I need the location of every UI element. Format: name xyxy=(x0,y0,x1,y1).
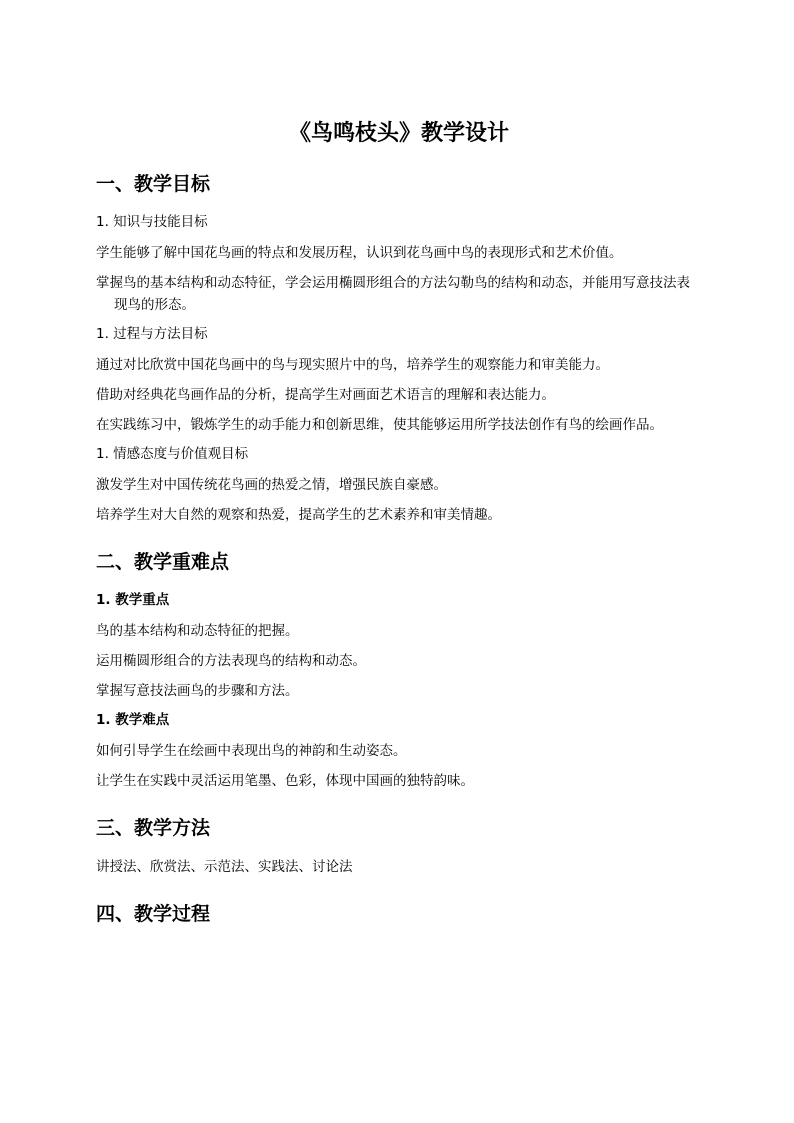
section-heading-objectives: 一、教学目标 xyxy=(96,173,211,195)
paragraph: 培养学生对大自然的观察和热爱，提高学生的艺术素养和审美情趣。 xyxy=(96,507,501,523)
paragraph: 让学生在实践中灵活运用笔墨、色彩，体现中国画的独特韵味。 xyxy=(96,773,474,789)
paragraph-methods-list: 讲授法、欣赏法、示范法、实践法、讨论法 xyxy=(96,859,353,875)
section-heading-key-points: 二、教学重难点 xyxy=(96,551,230,573)
subheading-knowledge-skills: 1. 知识与技能目标 xyxy=(96,214,208,230)
paragraph: 学生能够了解中国花鸟画的特点和发展历程，认识到花鸟画中鸟的表现形式和艺术价值。 xyxy=(96,245,623,261)
paragraph: 通过对比欣赏中国花鸟画中的鸟与现实照片中的鸟，培养学生的观察能力和审美能力。 xyxy=(96,357,609,373)
section-heading-methods: 三、教学方法 xyxy=(96,817,211,839)
subheading-emotion-values: 1. 情感态度与价值观目标 xyxy=(96,446,249,462)
paragraph: 借助对经典花鸟画作品的分析，提高学生对画面艺术语言的理解和表达能力。 xyxy=(96,387,555,403)
subheading-process-method: 1. 过程与方法目标 xyxy=(96,326,208,342)
subheading-teaching-difficulty: 1. 教学难点 xyxy=(96,712,170,728)
section-heading-process: 四、教学过程 xyxy=(96,903,211,925)
document-title: 《鸟鸣枝头》教学设计 xyxy=(288,121,509,146)
paragraph: 掌握写意技法画鸟的步骤和方法。 xyxy=(96,683,299,699)
paragraph: 如何引导学生在绘画中表现出鸟的神韵和生动姿态。 xyxy=(96,743,407,759)
paragraph: 运用椭圆形组合的方法表现鸟的结构和动态。 xyxy=(96,653,366,669)
subheading-teaching-focus: 1. 教学重点 xyxy=(96,592,170,608)
paragraph: 鸟的基本结构和动态特征的把握。 xyxy=(96,623,299,639)
paragraph: 在实践练习中，锻炼学生的动手能力和创新思维，使其能够运用所学技法创作有鸟的绘画作品。 xyxy=(96,417,663,433)
paragraph: 掌握鸟的基本结构和动态特征，学会运用椭圆形组合的方法勾勒鸟的结构和动态，并能用写意技法表现鸟的形态。 xyxy=(96,275,690,313)
paragraph: 激发学生对中国传统花鸟画的热爱之情，增强民族自豪感。 xyxy=(96,477,447,493)
